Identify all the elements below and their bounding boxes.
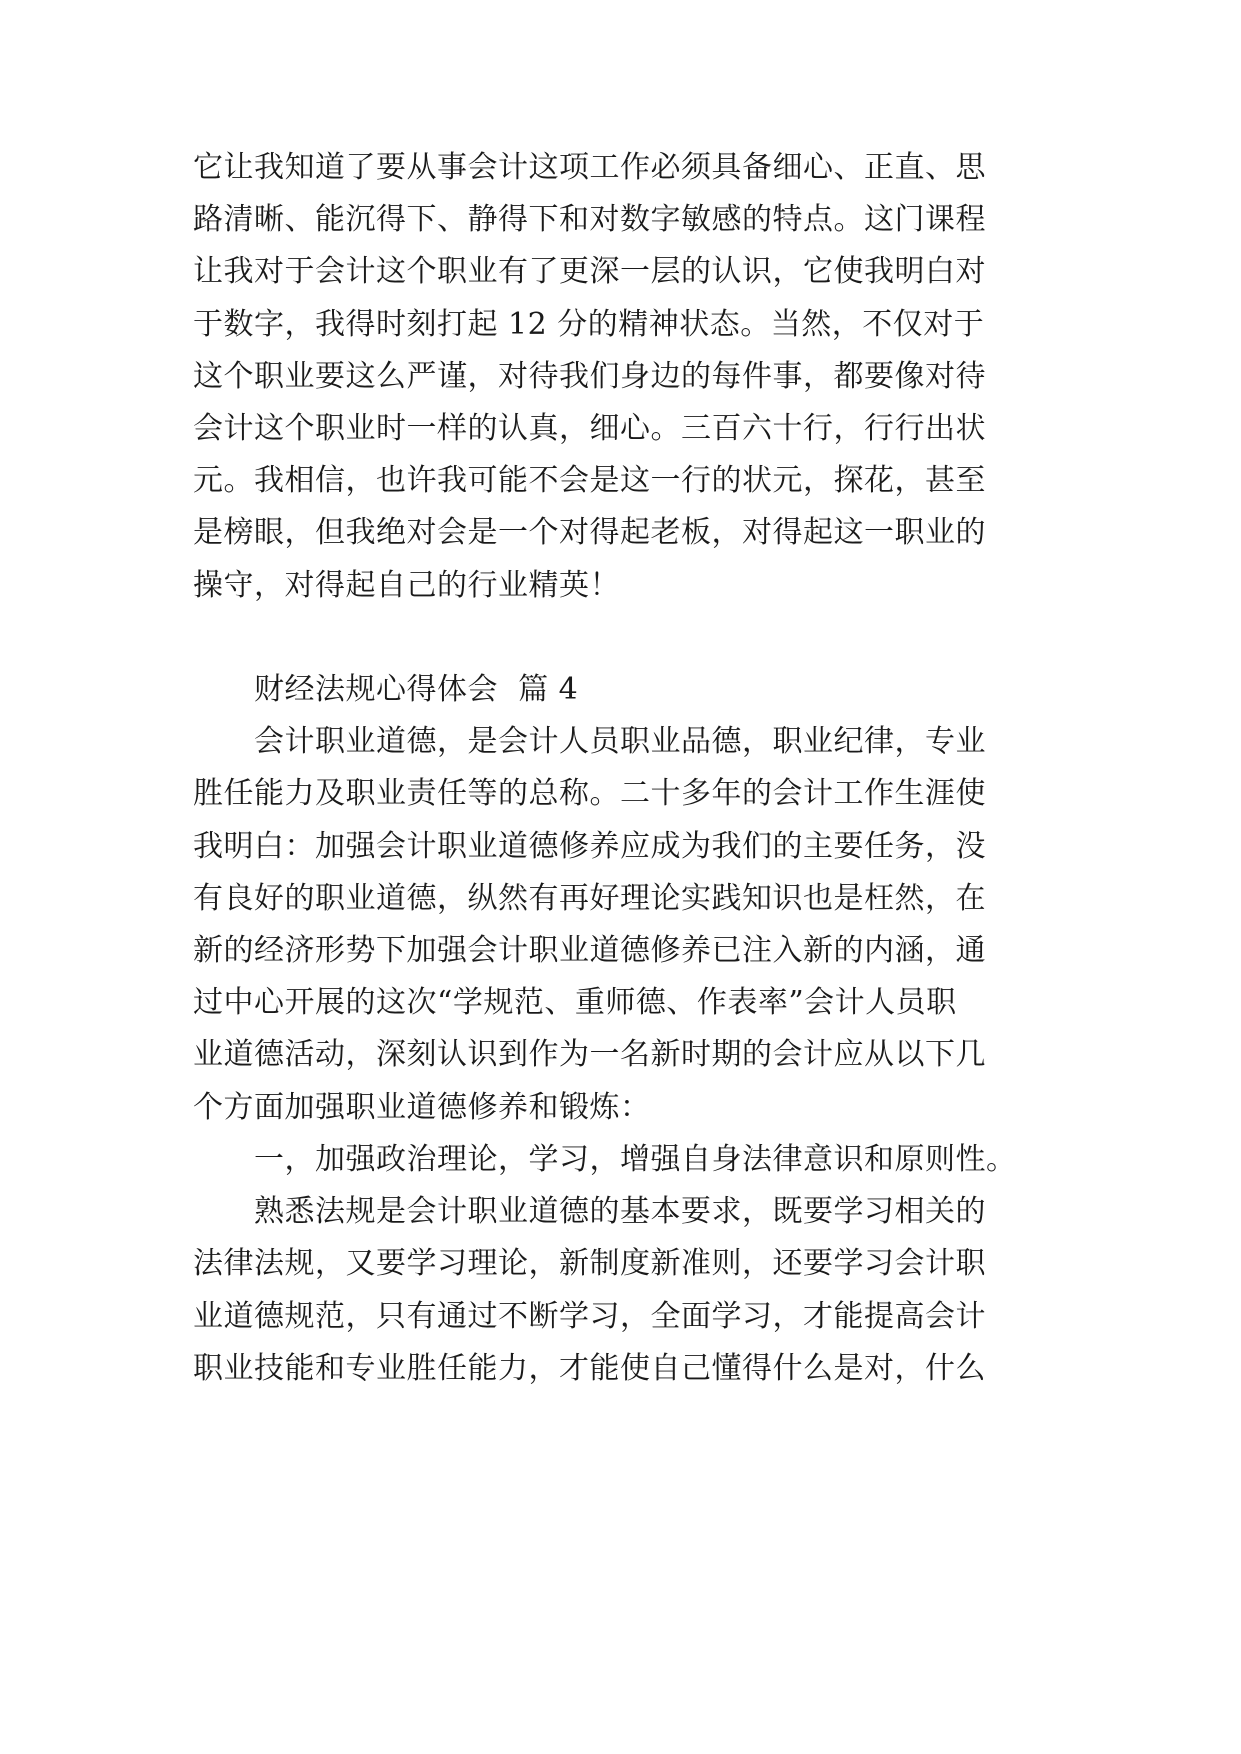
paragraph-2-line: 胜任能力及职业责任等的总称。二十多年的会计工作生涯使 <box>193 776 986 811</box>
paragraph-3-line: 业道德规范，只有通过不断学习，全面学习，才能提高会计 <box>193 1299 986 1334</box>
paragraph-1-line: 会计这个职业时一样的认真，细心。三百六十行，行行出状 <box>193 411 986 446</box>
paragraph-2-line: 有良好的职业道德，纵然有再好理论实践知识也是枉然，在 <box>193 881 986 916</box>
paragraph-2-line: 会计职业道德，是会计人员职业品德，职业纪律，专业 <box>254 724 986 759</box>
paragraph-1-line: 它让我知道了要从事会计这项工作必须具备细心、正直、思 <box>193 150 986 185</box>
paragraph-3-line: 法律法规，又要学习理论，新制度新准则，还要学习会计职 <box>193 1246 986 1281</box>
paragraph-1-line: 路清晰、能沉得下、静得下和对数字敏感的特点。这门课程 <box>193 202 986 237</box>
paragraph-1-line: 操守，对得起自己的行业精英！ <box>193 568 620 603</box>
paragraph-2-line: 业道德活动，深刻认识到作为一名新时期的会计应从以下几 <box>193 1037 986 1072</box>
paragraph-2-line: 个方面加强职业道德修养和锻炼： <box>193 1090 651 1125</box>
paragraph-2-line: 过中心开展的这次“学规范、重师德、作表率”会计人员职 <box>193 985 957 1020</box>
paragraph-1-line: 这个职业要这么严谨，对待我们身边的每件事，都要像对待 <box>193 359 986 394</box>
paragraph-1-line: 元。我相信，也许我可能不会是这一行的状元，探花，甚至 <box>193 463 986 498</box>
paragraph-2-line: 新的经济形势下加强会计职业道德修养已注入新的内涵，通 <box>193 933 986 968</box>
paragraph-1-line: 是榜眼，但我绝对会是一个对得起老板，对得起这一职业的 <box>193 515 986 550</box>
paragraph-3-line: 职业技能和专业胜任能力，才能使自己懂得什么是对，什么 <box>193 1351 986 1386</box>
section-heading: 财经法规心得体会 篇 4 <box>254 672 579 707</box>
paragraph-2-line: 我明白：加强会计职业道德修养应成为我们的主要任务，没 <box>193 829 986 864</box>
paragraph-1-line: 让我对于会计这个职业有了更深一层的认识，它使我明白对 <box>193 254 986 289</box>
paragraph-1-line: 于数字，我得时刻打起 12 分的精神状态。当然，不仅对于 <box>193 307 985 342</box>
paragraph-3-line: 熟悉法规是会计职业道德的基本要求，既要学习相关的 <box>254 1194 986 1229</box>
point-1-heading: 一，加强政治理论，学习，增强自身法律意识和原则性。 <box>254 1142 1017 1177</box>
